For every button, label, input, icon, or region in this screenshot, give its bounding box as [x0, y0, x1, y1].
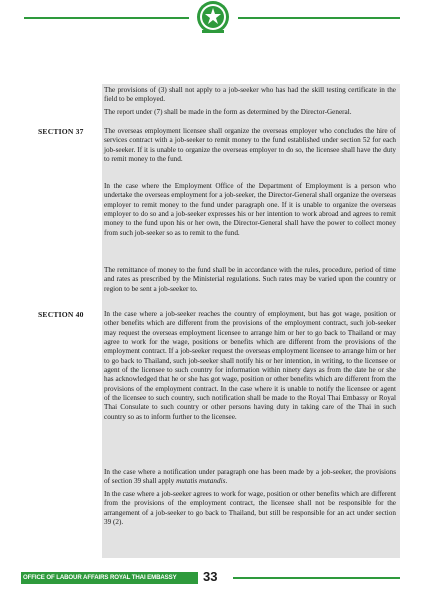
section-label-37: SECTION 37 — [38, 127, 84, 136]
paragraph-skill-certificate: The provisions of (3) shall not apply to a job-seeker who has had the skill testing certificate in the field to be employed. — [104, 86, 396, 104]
paragraph-notification: In the case where a notification under paragraph one has been made by a job-seeker, the provisions of section 39 shall apply mutatis mutandis. — [104, 468, 396, 486]
section-label-40: SECTION 40 — [38, 310, 84, 319]
footer-rule — [233, 577, 400, 579]
footer-organization: OFFICE OF LABOUR AFFAIRS ROYAL THAI EMBASSY — [23, 574, 177, 581]
paragraph-section-37: The overseas employment licensee shall organize the overseas employer who concludes the hire of services contract with a job-seeker to remit money to the fund established under section 52 for each job-seeker. If it is unable to organize the overseas employer to do so, the licensee shall have the duty to remit money to the fund. — [104, 127, 396, 164]
header-rule-left — [24, 17, 189, 19]
page-number: 33 — [203, 569, 218, 584]
paragraph-employment-office: In the case where the Employment Office of the Department of Employment is a person who undertake the overseas employment for a job-seeker, the Director-General shall organize the overseas employer to remit money to the fund under paragraph one. If it is unable to organize the overseas employer to do so and a job-seeker expresses his or her intention to work abroad and agrees to remit money to the fund upon his or her own, the Director-General shall have the power to collect money from such job-seeker so as to remit to the fund. — [104, 182, 396, 237]
paragraph-section-40: In the case where a job-seeker reaches the country of employment, but has got wage, position or other benefits which are different from the provisions of the employment contract, such job-seeker may request the overseas employment licensee to arrange him or her to go back to Thailand or may agree to work for the wage, positions or benefits which are different from the provisions of the employment contract. If a job-seeker request the overseas employment licensee to arrange him or her to go back to Thailand, such job-seeker shall notify his or her intention, in writing, to the licensee or agent of the licensee to such country for information within ninety days as from the date he or she has acknowledged that he or she has got wage, position or other benefits which are different from the provisions of the employment contract. In the case where it is unable to notify the licensee or agent of the licensee to such country, such notification shall be made to the Royal Thai Embassy or Royal Thai Consulate to such country or other persons having duty in taking care of the Thai in such country so as to inform further to the licensee. — [104, 310, 396, 421]
notification-text: In the case where a notification under paragraph one has been made by a job-seeker, the provisions of section 39 shall apply — [104, 468, 396, 486]
header-rule-right — [238, 17, 400, 19]
paragraph-remittance-rules: The remittance of money to the fund shall be in accordance with the rules, procedure, period of time and rates as prescribed by the Ministerial regulations. Such rates may be varied upon the country or region to be sent a job-seeker to. — [104, 266, 396, 293]
labour-ministry-emblem-icon — [192, 0, 234, 36]
paragraph-report-form: The report under (7) shall be made in the form as determined by the Director-General. — [104, 108, 352, 116]
paragraph-agree-different-wage: In the case where a job-seeker agrees to work for wage, position or other benefits which are different from the provisions of the employment contract, the licensee shall not be responsible for the arrangement of a job-seeker to go back to Thailand, but still be responsible for an act under section 39 (2). — [104, 490, 396, 527]
mutatis-mutandis-text: mutatis mutandis — [176, 477, 226, 486]
